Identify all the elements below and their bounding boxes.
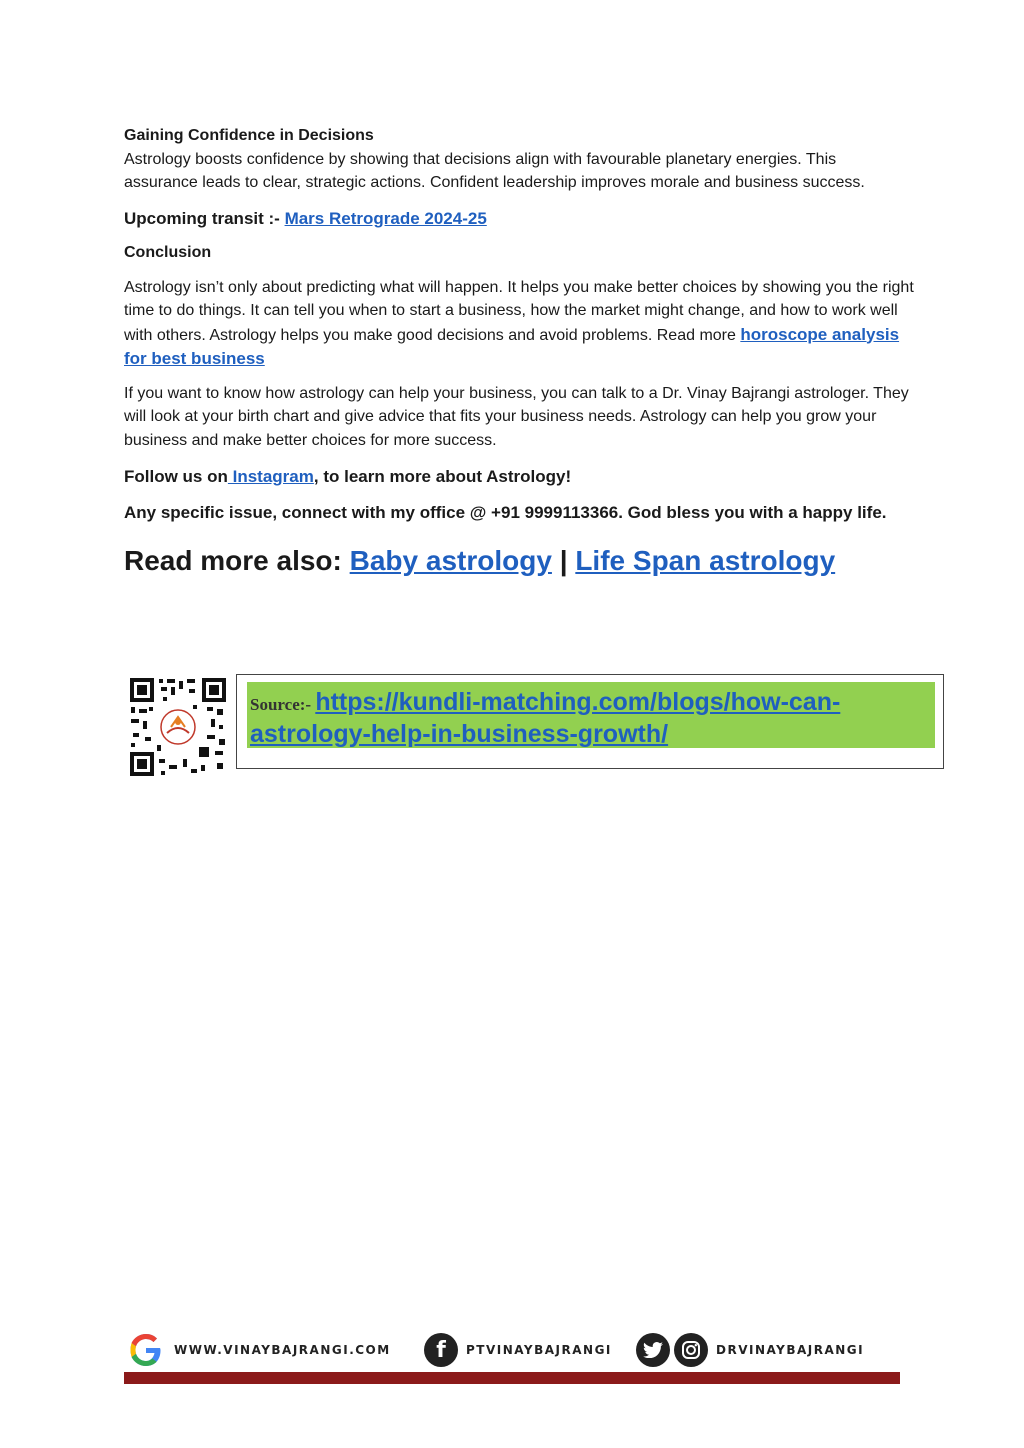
transit-link[interactable]: Mars Retrograde 2024-25 [284,208,487,228]
section-heading: Gaining Confidence in Decisions [124,127,374,144]
footer-facebook[interactable] [424,1332,612,1368]
transit-label: Upcoming transit :- [124,208,285,228]
follow-line [124,464,914,490]
read-more-prefix: Read more also: [124,545,350,576]
source-box [236,674,944,769]
source-label: Source:- [250,695,316,714]
source-link[interactable]: https://kundli-matching.com/blogs/how-can-astrology-help-in-business-growth/ [250,688,841,748]
horoscope-analysis-link[interactable]: horoscope analysis for best business [124,324,900,368]
document-page [124,124,914,579]
footer-facebook-text: PTVINAYBAJRANGI [466,1343,612,1357]
google-icon [126,1332,166,1368]
instagram-link[interactable]: Instagram [227,467,314,486]
conclusion-para-1-text: Astrology isn’t only about predicting what will happen. It helps you make better choices by showing you the right time to do things. It can tell you when to start a business, how the market might change, and how to work well with others. Astrology helps you make good decisions and avoid problems. Read more [124,278,914,344]
transit-line [124,206,914,232]
twitter-icon [636,1333,670,1367]
facebook-icon: f [424,1333,458,1367]
footer-banner [124,1330,900,1386]
conclusion-heading: Conclusion [124,243,212,261]
read-more-line [124,543,914,579]
source-highlight [247,682,935,748]
follow-prefix: Follow us on [124,467,228,486]
read-more-separator: | [551,545,576,576]
conclusion-para-2: If you want to know how astrology can help your business, you can talk to a Dr. Vinay Bajrangi astrologer. They will look at your birth chart and give advice that fits your business needs. Astrology can help you grow your business and make better choices for more success. [124,384,909,449]
baby-astrology-link[interactable]: Baby astrology [349,545,552,576]
conclusion-para-1 [124,276,914,372]
follow-suffix: , to learn more about Astrology! [313,467,572,486]
footer-website[interactable] [126,1332,391,1368]
life-span-astrology-link[interactable]: Life Span astrology [575,545,836,576]
footer-bar [124,1372,900,1384]
instagram-icon [674,1333,708,1367]
qr-code-icon [127,675,229,779]
footer-website-text: WWW.VINAYBAJRANGI.COM [174,1343,391,1357]
contact-line: Any specific issue, connect with my office @ +91 9999113366. God bless you with a happy life. [124,503,887,522]
footer-social[interactable] [636,1332,864,1368]
footer-social-text: DRVINAYBAJRANGI [716,1343,865,1357]
section-body: Astrology boosts confidence by showing that decisions align with favourable planetary energies. This assurance leads to clear, strategic actions. Confident leadership improves morale and business success. [124,150,865,191]
